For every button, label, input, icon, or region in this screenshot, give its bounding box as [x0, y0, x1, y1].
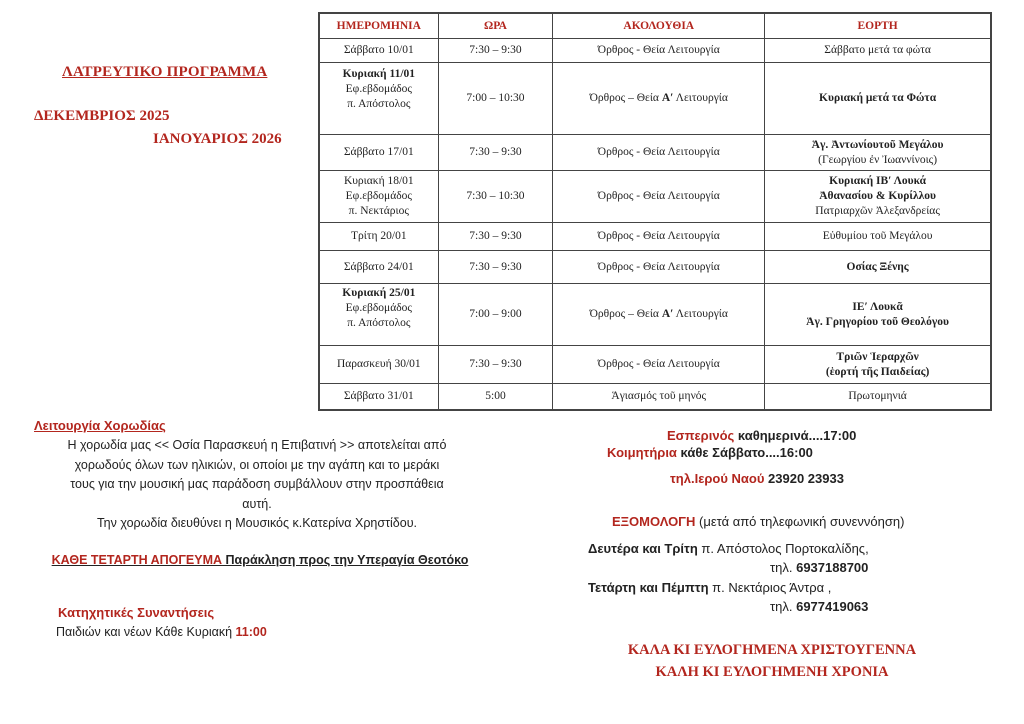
- date-cell: Κυριακή 25/01 Εφ.εβδομάδος π. Απόστολος: [319, 284, 438, 346]
- table-row: [319, 223, 991, 251]
- feast-cell: Κυριακή ΙΒ′ Λουκά Ἀθανασίου & Κυρίλλου Πατριαρχῶν Ἀλεξανδρείας: [765, 171, 991, 223]
- column-header-time: ΩΡΑ: [438, 13, 553, 39]
- time-cell: 7:30 – 9:30: [438, 39, 553, 63]
- service-cell: Όρθρος - Θεία Λειτουργία: [553, 39, 765, 63]
- table-row: [319, 284, 991, 346]
- table-header-row: [319, 13, 991, 39]
- service-cell: Όρθρος - Θεία Λειτουργία: [553, 251, 765, 284]
- service-cell: Όρθρος – Θεία Α′ Λειτουργία: [553, 63, 765, 135]
- church-phone: τηλ.Ιερού Ναού 23920 23933: [670, 471, 844, 486]
- date-cell: Σάββατο 17/01: [319, 135, 438, 171]
- month-january: ΙΑΝΟΥΑΡΙΟΣ 2026: [153, 131, 282, 147]
- date-cell: Κυριακή 18/01 Εφ.εβδομάδος π. Νεκτάριος: [319, 171, 438, 223]
- date-cell: Σάββατο 24/01: [319, 251, 438, 284]
- time-cell: 7:30 – 9:30: [438, 346, 553, 384]
- catechism-heading: Κατηχητικές Συναντήσεις: [58, 605, 215, 620]
- service-cell: Όρθρος - Θεία Λειτουργία: [553, 223, 765, 251]
- vespers-info: Εσπερινός καθημερινά....17:00: [667, 428, 857, 443]
- time-cell: 7:30 – 9:30: [438, 223, 553, 251]
- schedule-table: [318, 12, 992, 411]
- column-header-date: ΗΜΕΡΟΜΗΝΙΑ: [319, 13, 438, 39]
- service-cell: Ἁγιασμός τοῦ μηνός: [553, 384, 765, 410]
- table-row: [319, 135, 991, 171]
- time-cell: 7:00 – 9:00: [438, 284, 553, 346]
- date-cell: Τρίτη 20/01: [319, 223, 438, 251]
- feast-cell: Τριῶν Ἱεραρχῶν (ἑορτή τῆς Παιδείας): [765, 346, 991, 384]
- column-header-service: ΑΚΟΛΟΥΘΙΑ: [553, 13, 765, 39]
- table-row: [319, 171, 991, 223]
- date-cell: Παρασκευή 30/01: [319, 346, 438, 384]
- confession-phone: τηλ. 6937188700: [770, 560, 869, 575]
- month-december: ΔΕΚΕΜΒΡΙΟΣ 2025: [34, 108, 170, 124]
- table-row: [319, 384, 991, 410]
- choir-description: Η χορωδία μας << Οσία Παρασκευή η Επιβατινή >> αποτελείται από χορωδούς όλων των ηλικιών, οι οποίοι με την αγάπη και το μεράκι τους για την μουσική μας παράδοση συμβάλλουν στην προσπάθεια αυτή. Την χορωδία διευθύνει η Μουσικός κ.Κατερίνα Χρηστίδου.: [67, 438, 447, 530]
- feast-cell: Πρωτομηνιά: [765, 384, 991, 410]
- confession-heading: ΕΞΟΜΟΛΟΓΗ (μετά από τηλεφωνική συνεννόηση): [612, 514, 905, 529]
- feast-cell: Κυριακή μετά τα Φώτα: [765, 63, 991, 135]
- feast-cell: Σάββατο μετά τα φώτα: [765, 39, 991, 63]
- feast-cell: ΙΕ′ Λουκᾶ Ἁγ. Γρηγορίου τοῦ Θεολόγου: [765, 284, 991, 346]
- time-cell: 7:30 – 9:30: [438, 251, 553, 284]
- service-cell: Όρθρος - Θεία Λειτουργία: [553, 171, 765, 223]
- column-header-feast: ΕΟΡΤΗ: [765, 13, 991, 39]
- feast-cell: Οσίας Ξένης: [765, 251, 991, 284]
- date-cell: Σάββατο 31/01: [319, 384, 438, 410]
- confession-entry: Τετάρτη και Πέμπτη π. Νεκτάριος Άντρα ,: [588, 580, 832, 595]
- table-row: [319, 251, 991, 284]
- time-cell: 5:00: [438, 384, 553, 410]
- feast-cell: Εὐθυμίου τοῦ Μεγάλου: [765, 223, 991, 251]
- choir-heading: Λειτουργία Χορωδίας: [34, 418, 166, 433]
- service-cell: Όρθρος - Θεία Λειτουργία: [553, 346, 765, 384]
- cemetery-info: Κοιμητήρια κάθε Σάββατο....16:00: [607, 445, 813, 460]
- time-cell: 7:30 – 9:30: [438, 135, 553, 171]
- wednesday-paraklesis: ΚΑΘΕ ΤΕΤΑΡΤΗ ΑΠΟΓΕΥΜΑ Παράκληση προς την Υπεραγία Θεοτόκο: [51, 553, 469, 567]
- page-title: ΛΑΤΡΕΥΤΙΚΟ ΠΡΟΓΡΑΜΜΑ: [62, 64, 268, 80]
- table-row: [319, 39, 991, 63]
- confession-phone: τηλ. 6977419063: [770, 599, 869, 614]
- holiday-greeting: ΚΑΛΑ ΚΙ ΕΥΛΟΓΗΜΕΝΑ ΧΡΙΣΤΟΥΓΕΝΝΑ ΚΑΛΗ ΚΙ ΕΥΛΟΓΗΜΕΝΗ ΧΡΟΝΙΑ: [627, 642, 917, 680]
- time-cell: 7:30 – 10:30: [438, 171, 553, 223]
- service-cell: Όρθρος – Θεία Α′ Λειτουργία: [553, 284, 765, 346]
- feast-cell: Ἁγ. Ἀντωνίουτοῦ Μεγάλου (Γεωργίου ἐν Ἰωαννίνοις): [765, 135, 991, 171]
- table-row: [319, 346, 991, 384]
- time-cell: 7:00 – 10:30: [438, 63, 553, 135]
- service-cell: Όρθρος - Θεία Λειτουργία: [553, 135, 765, 171]
- catechism-text: Παιδιών και νέων Κάθε Κυριακή 11:00: [56, 625, 267, 639]
- date-cell: Σάββατο 10/01: [319, 39, 438, 63]
- confession-entry: Δευτέρα και Τρίτη π. Απόστολος Πορτοκαλίδης,: [588, 541, 869, 556]
- date-cell: Κυριακή 11/01 Εφ.εβδομάδος π. Απόστολος: [319, 63, 438, 135]
- table-row: [319, 63, 991, 135]
